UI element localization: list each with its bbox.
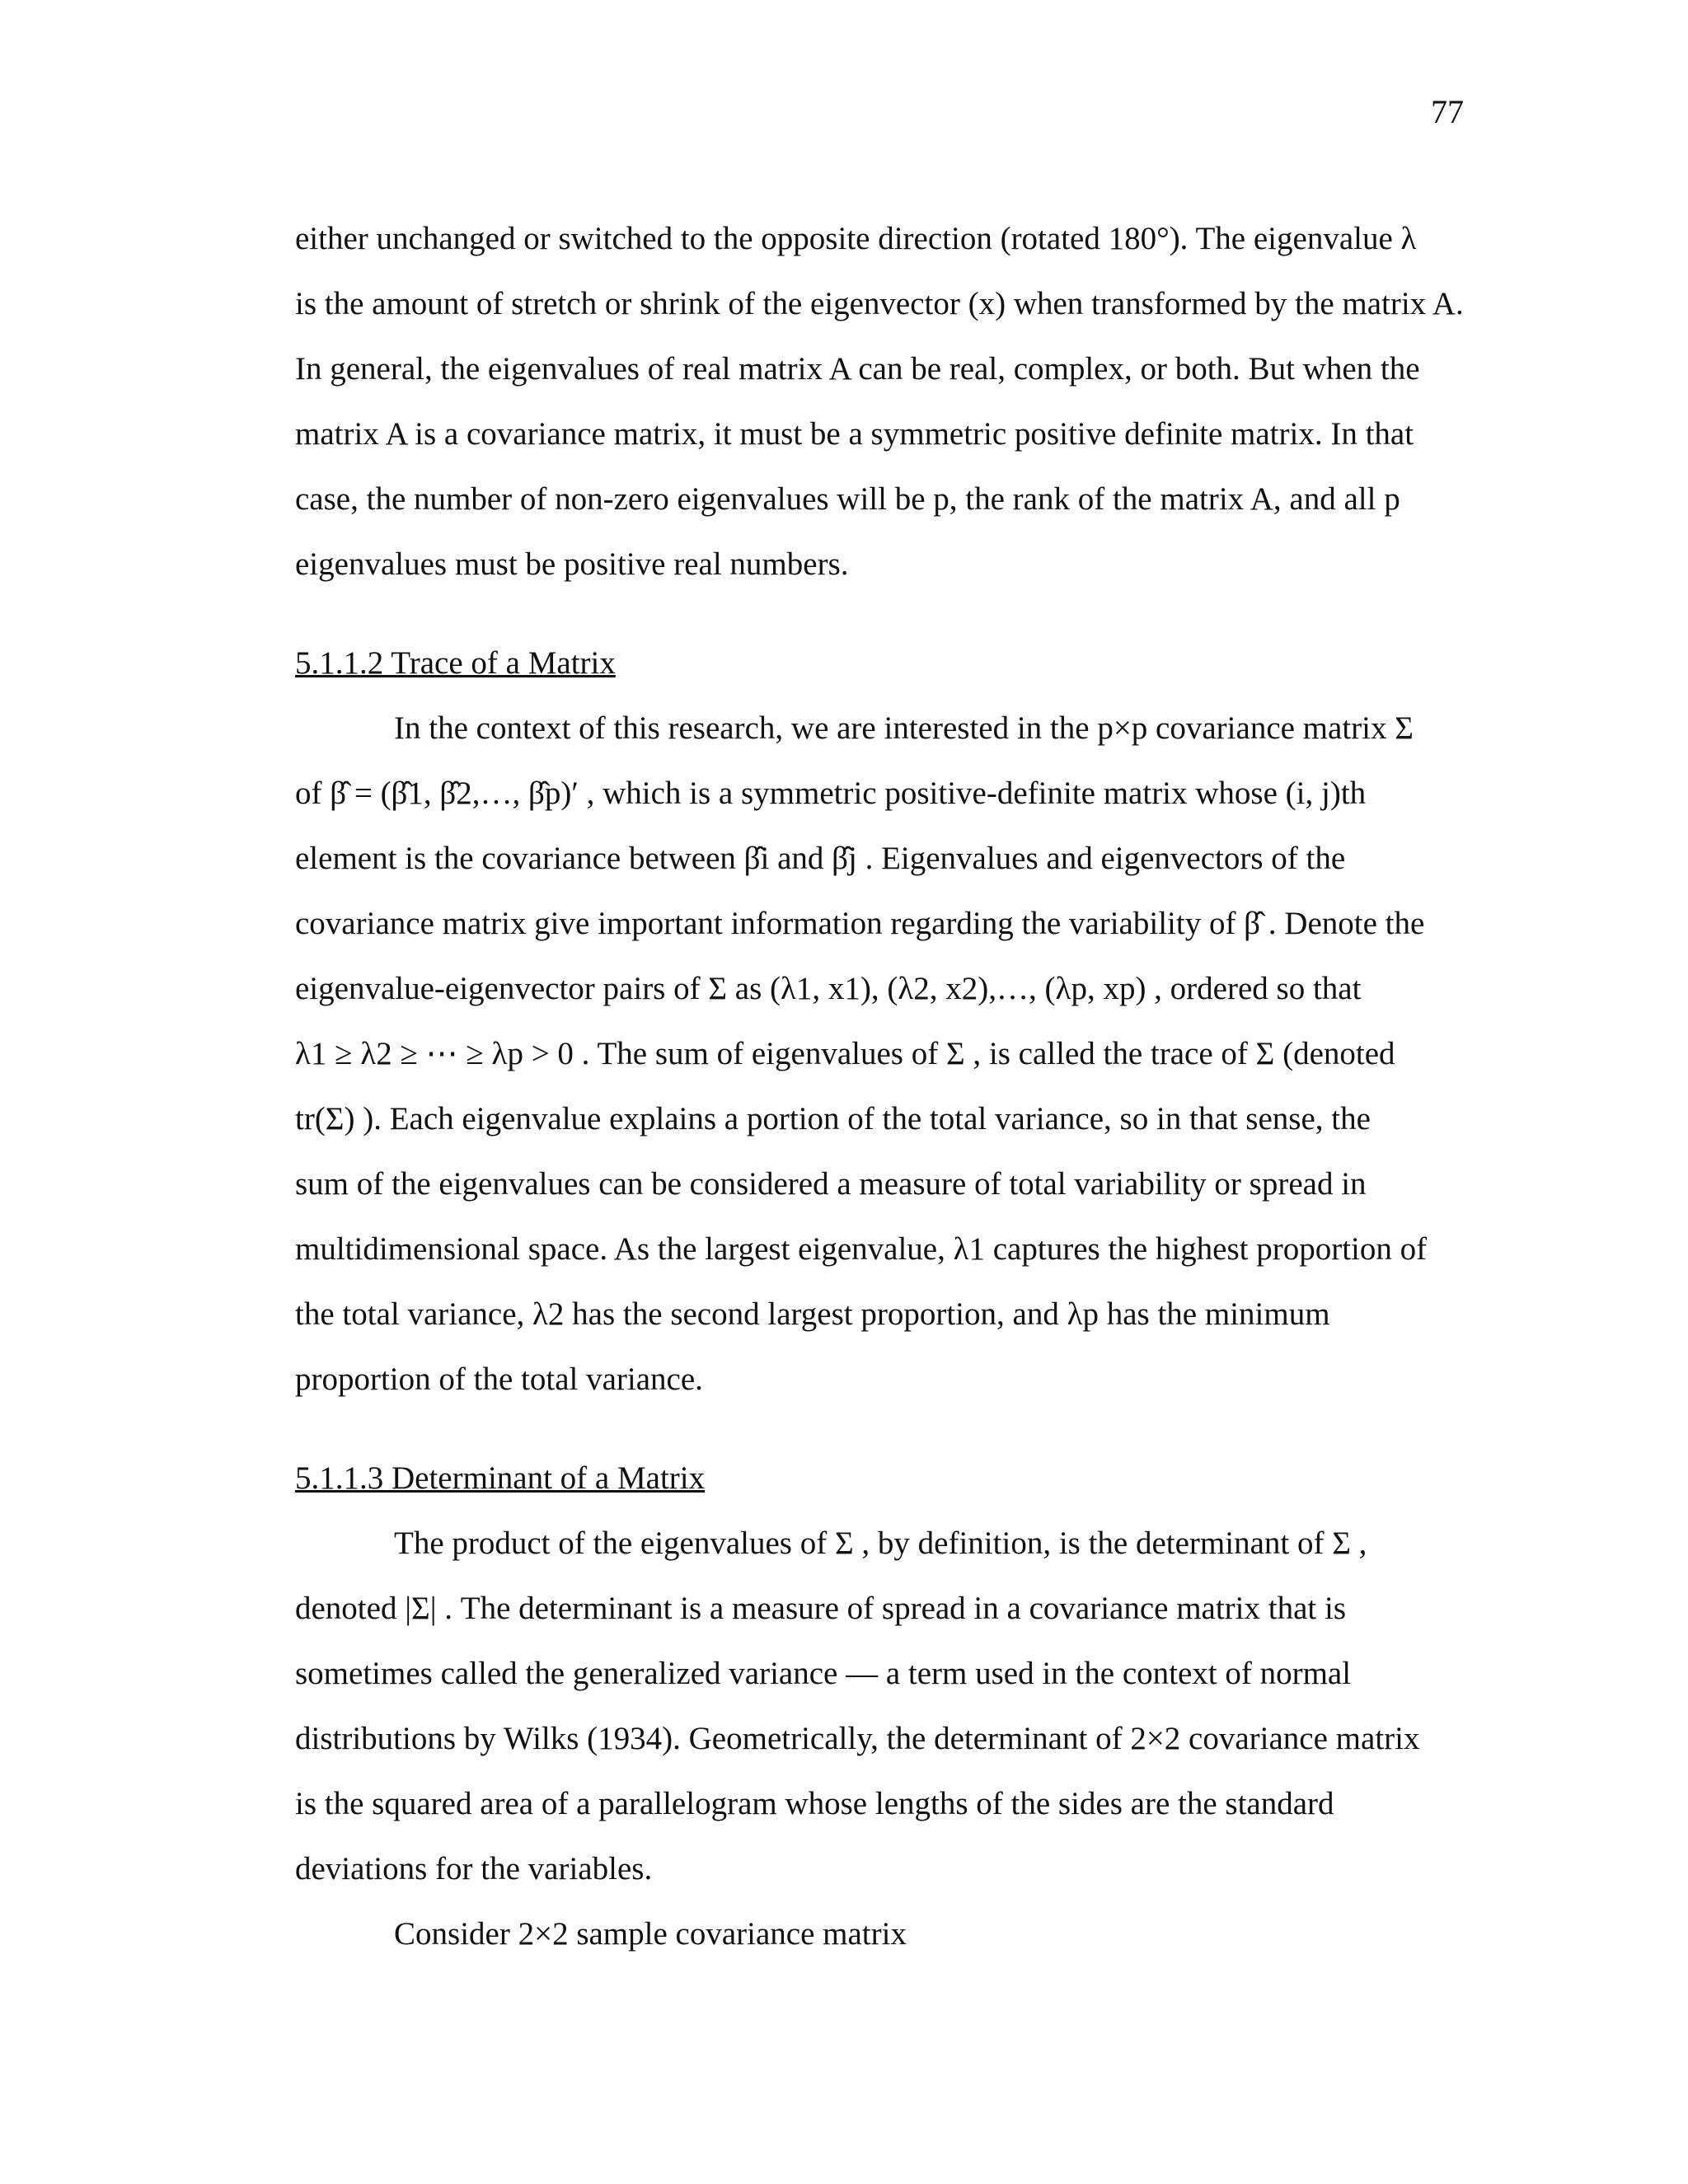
text-line: proportion of the total variance. [295,1361,703,1397]
text-line: element is the covariance between β̂i and β̂j . Eigenvalues and eigenvectors of the [295,841,1346,876]
text-line: either unchanged or switched to the opposite direction (rotated 180°). The eigenvalue λ [295,221,1417,256]
text-line: λ1 ≥ λ2 ≥ ⋯ ≥ λp > 0 . The sum of eigenvalues of Σ , is called the trace of Σ (denoted [295,1036,1395,1071]
text-line: the total variance, λ2 has the second largest proportion, and λp has the minimum [295,1296,1330,1332]
text-line: case, the number of non-zero eigenvalues will be p, the rank of the matrix A, and all p [295,481,1400,517]
text-line: of β̂ = (β̂1, β̂2,…, β̂p)′ , which is a symmetric positive-definite matrix whose (i, j)th [295,776,1367,811]
text-line: is the squared area of a parallelogram whose lengths of the sides are the standard [295,1786,1334,1821]
section-heading-trace: 5.1.1.2 Trace of a Matrix [295,645,616,681]
text-line: Consider 2×2 sample covariance matrix [394,1916,907,1952]
text-line: deviations for the variables. [295,1851,653,1886]
text-line: is the amount of stretch or shrink of the eigenvector (x) when transformed by the matrix A. [295,286,1464,321]
text-line: sometimes called the generalized variance — a term used in the context of normal [295,1656,1352,1691]
section-heading-determinant: 5.1.1.3 Determinant of a Matrix [295,1460,706,1496]
text-line: covariance matrix give important information regarding the variability of β̂ . Denote the [295,906,1425,941]
text-line: multidimensional space. As the largest eigenvalue, λ1 captures the highest proportion of [295,1231,1428,1267]
text-line: eigenvalues must be positive real numbers. [295,546,849,582]
text-line: In general, the eigenvalues of real matrix A can be real, complex, or both. But when the [295,351,1420,387]
text-line: distributions by Wilks (1934). Geometrically, the determinant of 2×2 covariance matrix [295,1721,1420,1756]
text-line: eigenvalue-eigenvector pairs of Σ as (λ1, x1), (λ2, x2),…, (λp, xp) , ordered so that [295,971,1362,1006]
text-line: matrix A is a covariance matrix, it must be a symmetric positive definite matrix. In that [295,416,1414,452]
page-number: 77 [1431,93,1464,130]
text-line: In the context of this research, we are interested in the p×p covariance matrix Σ [394,710,1414,746]
text-line: denoted |Σ| . The determinant is a measure of spread in a covariance matrix that is [295,1591,1347,1626]
text-line: sum of the eigenvalues can be considered a measure of total variability or spread in [295,1166,1367,1202]
text-line: tr(Σ) ). Each eigenvalue explains a portion of the total variance, so in that sense, the [295,1101,1371,1137]
text-line: The product of the eigenvalues of Σ , by definition, is the determinant of Σ , [394,1526,1367,1561]
